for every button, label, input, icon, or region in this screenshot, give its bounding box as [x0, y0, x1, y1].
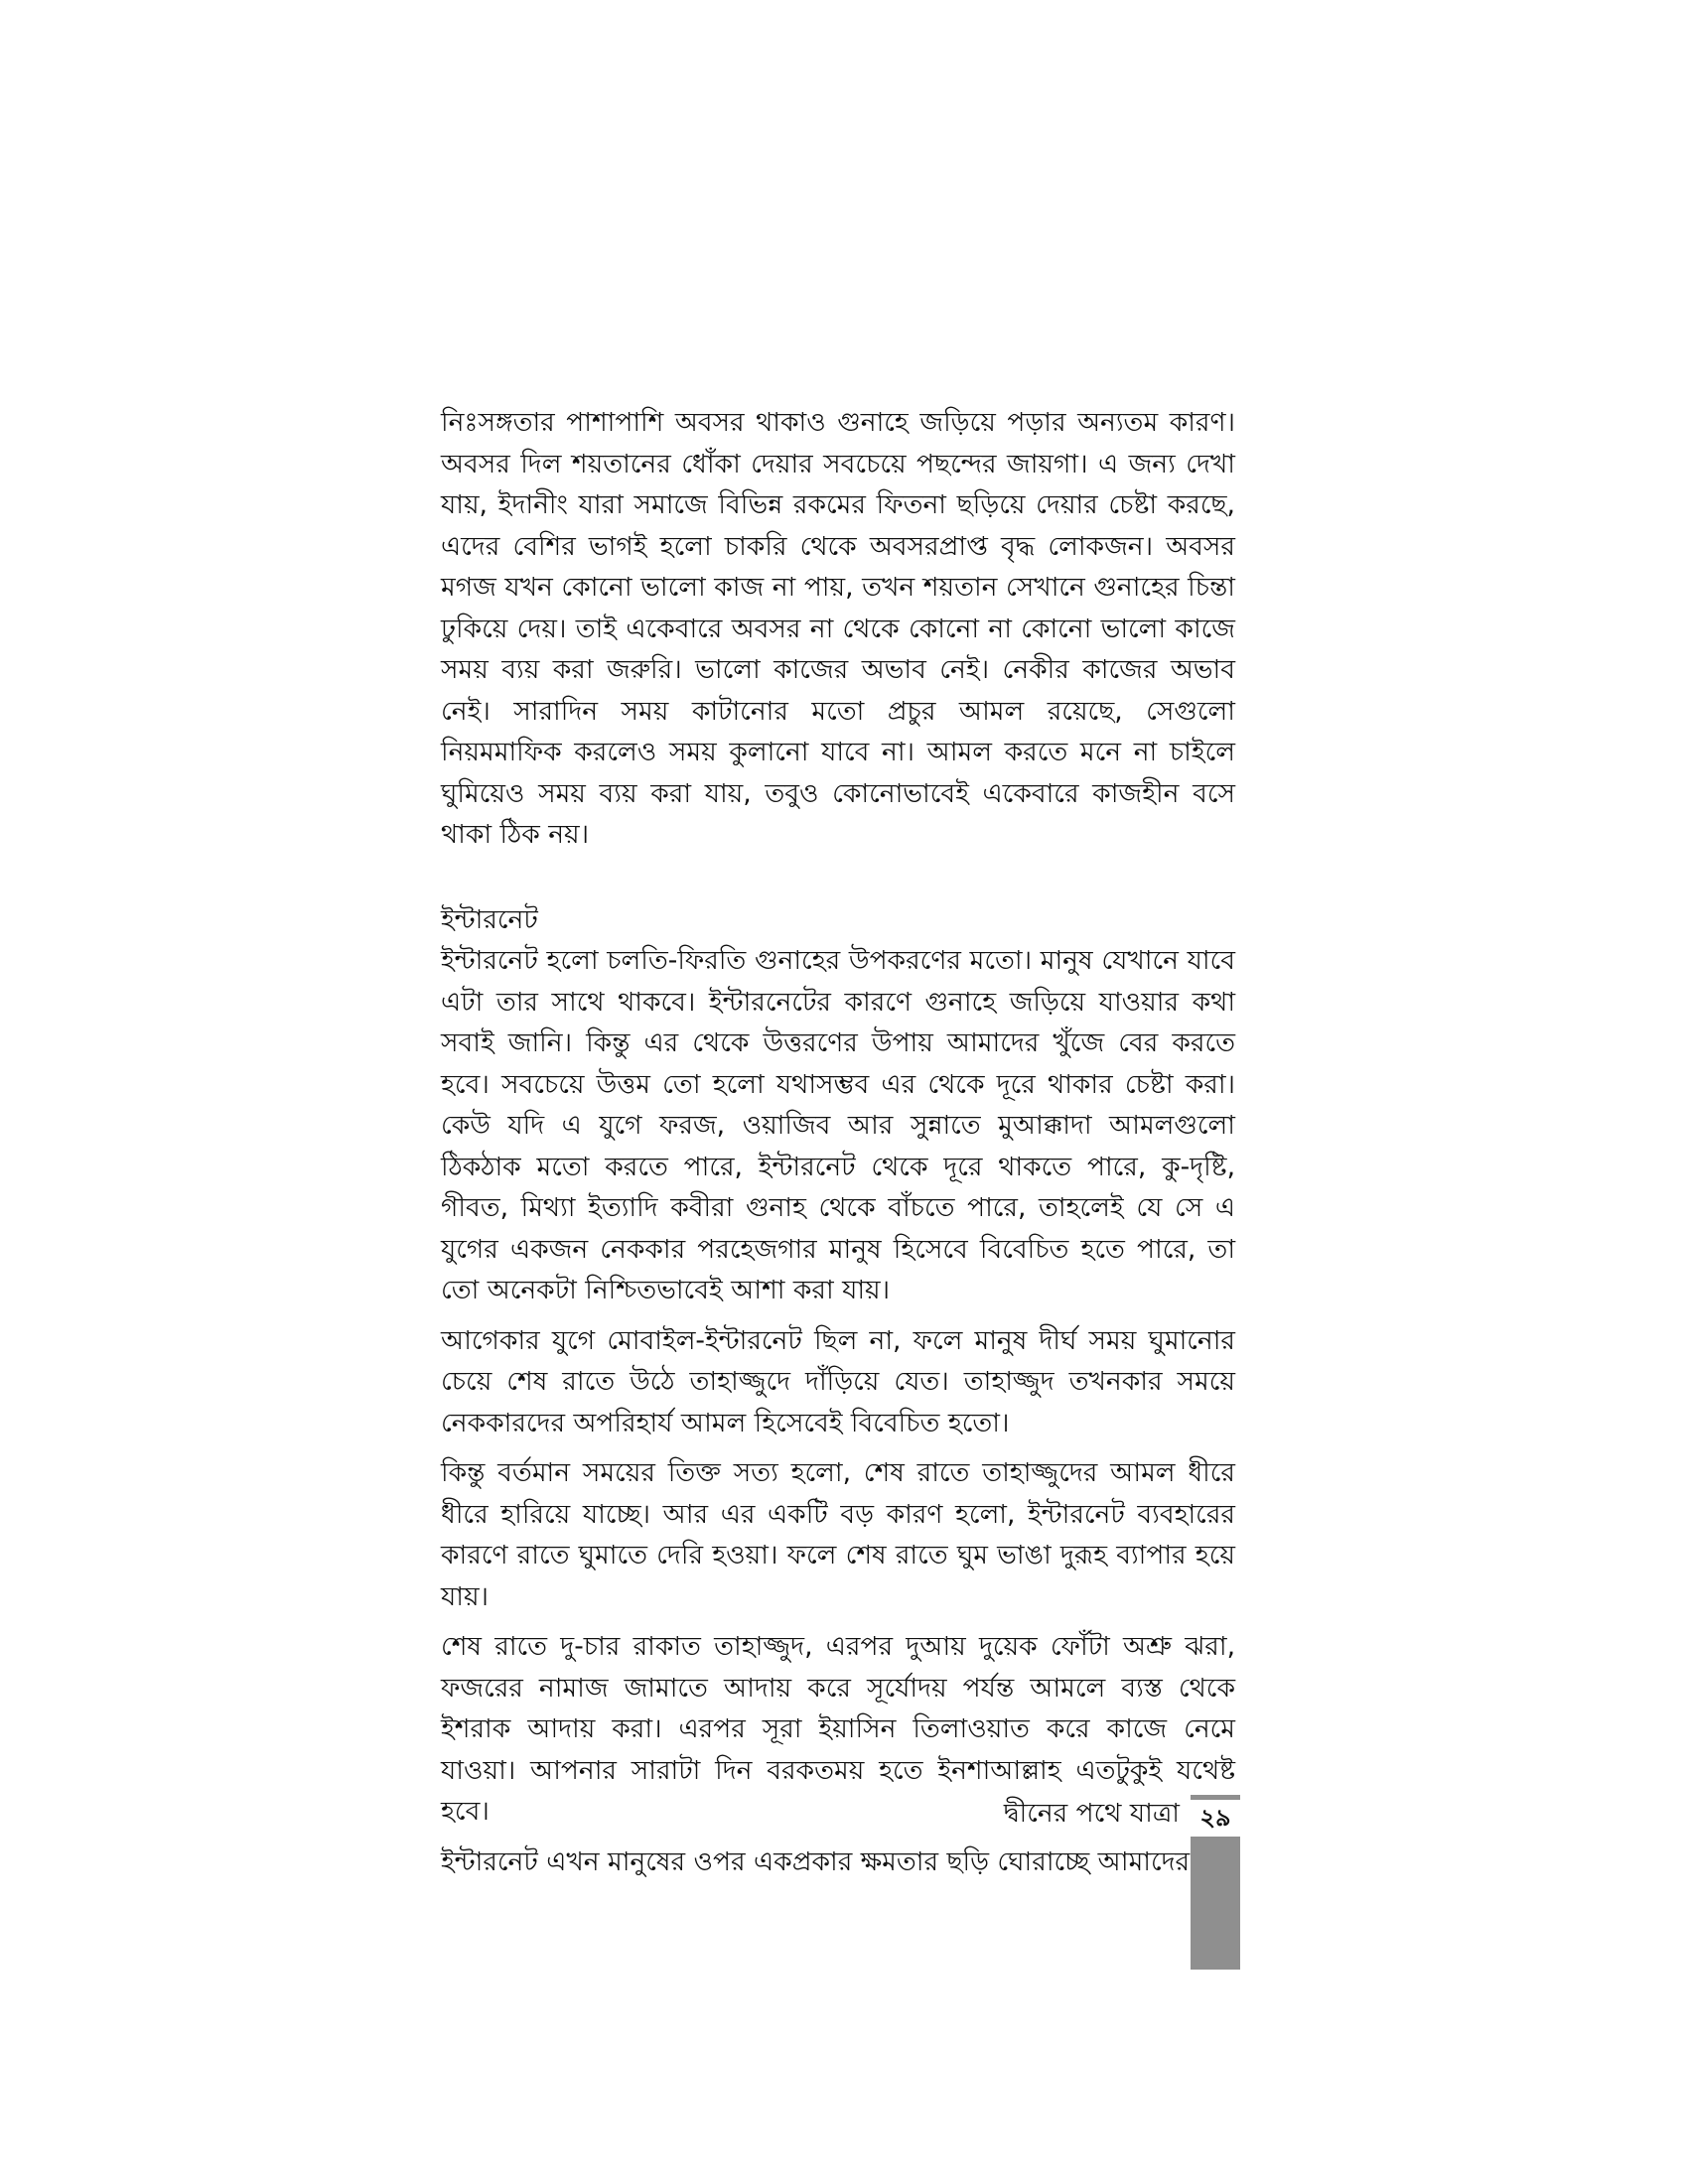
tab-top-rule: [1191, 1795, 1240, 1800]
paragraph-night-routine: শেষ রাতে দু-চার রাকাত তাহাজ্জুদ, এরপর দুআয় দুয়েক ফোঁটা অশ্রু ঝরা, ফজরের নামাজ জামাতে আদায় করে সূর্যোদয় পর্যন্ত আমলে ব্যস্ত থেকে ইশরাক আদায় করা। এরপর সূরা ইয়াসিন তিলাওয়াত করে কাজে নেমে যাওয়া। আপনার সারাটা দিন বরকতময় হতে ইনশাআল্লাহ এতটুকুই যথেষ্ট হবে।: [441, 1631, 1235, 1827]
page-number: ২৯: [1199, 1804, 1231, 1832]
page-number-tab: [1191, 1795, 1240, 1970]
paragraph-internet-intro: ইন্টারনেট হলো চলতি-ফিরতি গুনাহের উপকরণের মতো। মানুষ যেখানে যাবে এটা তার সাথে থাকবে। ইন্টারনেটের কারণে গুনাহে জড়িয়ে যাওয়ার কথা সবাই জানি। কিন্তু এর থেকে উত্তরণের উপায় আমাদের খুঁজে বের করতে হবে। সবচেয়ে উত্তম তো হলো যথাসম্ভব এর থেকে দূরে থাকার চেষ্টা করা। কেউ যদি এ যুগে ফরজ, ওয়াজিব আর সুন্নাতে মুআক্কাদা আমলগুলো ঠিকঠাক মতো করতে পারে, ইন্টারনেট থেকে দূরে থাকতে পারে, কু-দৃষ্টি, গীবত, মিথ্যা ইত্যাদি কবীরা গুনাহ থেকে বাঁচতে পারে, তাহলেই যে সে এ যুগের একজন নেককার পরহেজগার মানুষ হিসেবে বিবেচিত হতে পারে, তা তো অনেকটা নিশ্চিতভাবেই আশা করা যায়।: [441, 945, 1235, 1305]
paragraph-earlier-era: আগেকার যুগে মোবাইল-ইন্টারনেট ছিল না, ফলে মানুষ দীর্ঘ সময় ঘুমানোর চেয়ে শেষ রাতে উঠে তাহাজ্জুদে দাঁড়িয়ে যেত। তাহাজ্জুদ তখনকার সময়ে নেককারদের অপরিহার্য আমল হিসেবেই বিবেচিত হতো।: [441, 1324, 1235, 1438]
page-body: [441, 402, 1235, 1882]
paragraph-idleness: নিঃসঙ্গতার পাশাপাশি অবসর থাকাও গুনাহে জড়িয়ে পড়ার অন্যতম কারণ। অবসর দিল শয়তানের ধোঁকা দেয়ার সবচেয়ে পছন্দের জায়গা। এ জন্য দেখা যায়, ইদানীং যারা সমাজে বিভিন্ন রকমের ফিতনা ছড়িয়ে দেয়ার চেষ্টা করছে, এদের বেশির ভাগই হলো চাকরি থেকে অবসরপ্রাপ্ত বৃদ্ধ লোকজন। অবসর মগজ যখন কোনো ভালো কাজ না পায়, তখন শয়তান সেখানে গুনাহের চিন্তা ঢুকিয়ে দেয়। তাই একেবারে অবসর না থেকে কোনো না কোনো ভালো কাজে সময় ব্যয় করা জরুরি। ভালো কাজের অভাব নেই। নেকীর কাজের অভাব নেই। সারাদিন সময় কাটানোর মতো প্রচুর আমল রয়েছে, সেগুলো নিয়মমাফিক করলেও সময় কুলানো যাবে না। আমল করতে মনে না চাইলে ঘুমিয়েও সময় ব্যয় করা যায়, তবুও কোনোভাবেই একেবারে কাজহীন বসে থাকা ঠিক নয়।: [441, 407, 1235, 850]
section-heading-internet: ইন্টারনেট: [441, 903, 538, 935]
tab-gray-block: [1191, 1837, 1240, 1970]
paragraph-present-time: কিন্তু বর্তমান সময়ের তিক্ত সত্য হলো, শেষ রাতে তাহাজ্জুদের আমল ধীরে ধীরে হারিয়ে যাচ্ছে। আর এর একটি বড় কারণ হলো, ইন্টারনেট ব্যবহারের কারণে রাতে ঘুমাতে দেরি হওয়া। ফলে শেষ রাতে ঘুম ভাঙা দুরূহ ব্যাপার হয়ে যায়।: [441, 1457, 1235, 1612]
running-footer-book-title: দ্বীনের পথে যাত্রা: [1003, 1798, 1180, 1829]
paragraph-internet-power: ইন্টারনেট এখন মানুষের ওপর একপ্রকার ক্ষমতার ছড়ি ঘোরাচ্ছে আমাদের: [441, 1845, 1191, 1877]
